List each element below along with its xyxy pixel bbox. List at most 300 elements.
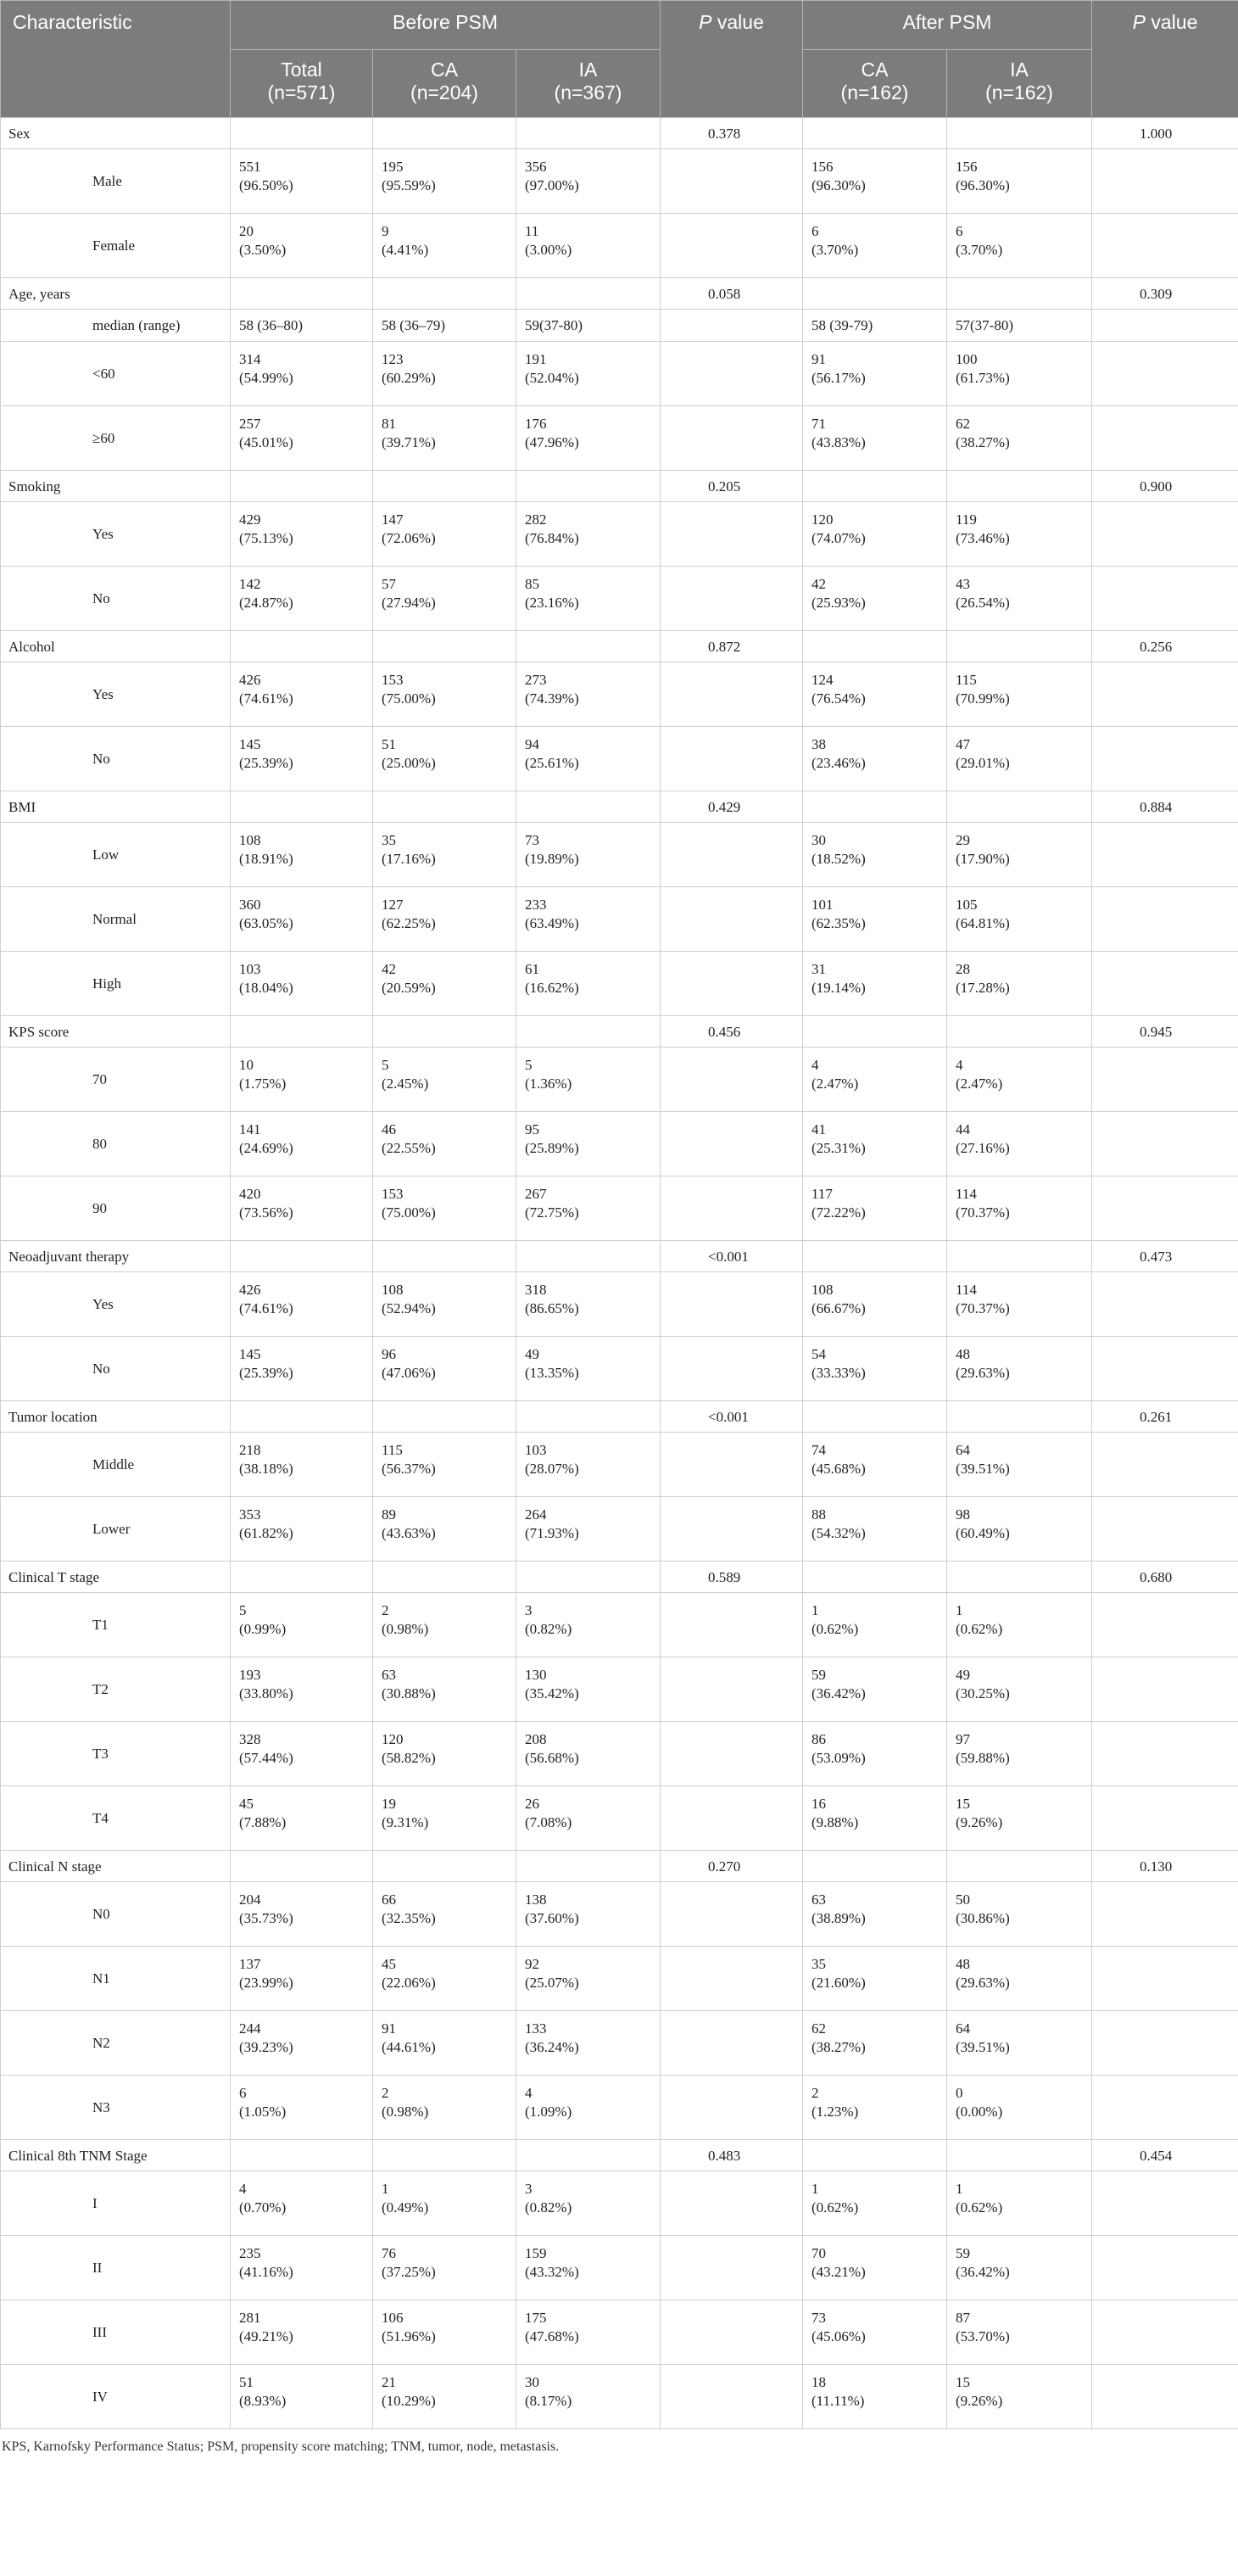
table-row	[1, 887, 1238, 952]
ia-after-cell: 0 (0.00%)	[947, 2076, 1092, 2140]
ca-after-cell: 30 (18.52%)	[803, 823, 947, 887]
ia-before-cell: 233 (63.49%)	[516, 887, 661, 952]
table-row	[1, 2236, 1238, 2300]
empty-cell	[231, 1562, 373, 1593]
ia-before-cell: 175 (47.68%)	[516, 2300, 661, 2365]
p-value-after: 0.261	[1092, 1401, 1238, 1433]
table-row	[1, 1048, 1238, 1112]
empty-cell	[1092, 149, 1238, 214]
empty-cell	[1092, 406, 1238, 471]
ca-after-cell: 1 (0.62%)	[803, 2171, 947, 2236]
subgroup-label: Normal	[1, 887, 231, 952]
table-row	[1, 1593, 1238, 1657]
subgroup-label: II	[1, 2236, 231, 2300]
subgroup-label: No	[1, 567, 231, 631]
table-row	[1, 567, 1238, 631]
p-value-before: 0.378	[661, 118, 803, 149]
empty-cell	[661, 342, 803, 406]
ia-after-cell: 64 (39.51%)	[947, 1433, 1092, 1497]
empty-cell	[1092, 2236, 1238, 2300]
empty-cell	[661, 952, 803, 1016]
subgroup-label: T2	[1, 1657, 231, 1722]
ia-before-cell: 130 (35.42%)	[516, 1657, 661, 1722]
empty-cell	[1092, 310, 1238, 342]
ca-after-cell: 91 (56.17%)	[803, 342, 947, 406]
total-cell: 328 (57.44%)	[231, 1722, 373, 1786]
empty-cell	[1092, 2011, 1238, 2076]
ca-before-cell: 120 (58.82%)	[373, 1722, 516, 1786]
ca-after-cell: 16 (9.88%)	[803, 1786, 947, 1851]
p-value-after: 0.900	[1092, 471, 1238, 502]
ia-after-cell: 59 (36.42%)	[947, 2236, 1092, 2300]
category-row	[1, 1851, 1238, 1882]
p-value-before: <0.001	[661, 1401, 803, 1433]
subgroup-label: <60	[1, 342, 231, 406]
empty-cell	[803, 1562, 947, 1593]
empty-cell	[661, 214, 803, 278]
subgroup-label: Lower	[1, 1497, 231, 1562]
header-after-psm: After PSM	[803, 1, 1092, 50]
ca-after-cell: 42 (25.93%)	[803, 567, 947, 631]
ia-after-cell: 97 (59.88%)	[947, 1722, 1092, 1786]
category-label: Clinical N stage	[1, 1851, 231, 1882]
table-row	[1, 2011, 1238, 2076]
ca-after-cell: 88 (54.32%)	[803, 1497, 947, 1562]
subgroup-label: No	[1, 727, 231, 791]
empty-cell	[1092, 1722, 1238, 1786]
empty-cell	[661, 2011, 803, 2076]
table-row	[1, 342, 1238, 406]
empty-cell	[803, 118, 947, 149]
p-value-after: 0.884	[1092, 791, 1238, 823]
empty-cell	[947, 278, 1092, 310]
category-label: BMI	[1, 791, 231, 823]
table-row	[1, 1882, 1238, 1947]
table-row	[1, 2300, 1238, 2365]
empty-cell	[803, 1851, 947, 1882]
ia-before-cell: 95 (25.89%)	[516, 1112, 661, 1176]
table-row	[1, 1947, 1238, 2011]
p-value-before: 0.429	[661, 791, 803, 823]
empty-cell	[661, 1272, 803, 1337]
total-cell: 426 (74.61%)	[231, 662, 373, 727]
ca-after-cell: 38 (23.46%)	[803, 727, 947, 791]
total-cell: 193 (33.80%)	[231, 1657, 373, 1722]
ca-before-cell: 115 (56.37%)	[373, 1433, 516, 1497]
table-row	[1, 502, 1238, 567]
empty-cell	[947, 1016, 1092, 1048]
header-ca-after: CA (n=162)	[803, 50, 947, 118]
subgroup-label: median (range)	[1, 310, 231, 342]
ca-before-cell: 66 (32.35%)	[373, 1882, 516, 1947]
subgroup-label: 70	[1, 1048, 231, 1112]
empty-cell	[1092, 1112, 1238, 1176]
p-value-after: 1.000	[1092, 118, 1238, 149]
ia-before-cell: 103 (28.07%)	[516, 1433, 661, 1497]
empty-cell	[1092, 1337, 1238, 1401]
table-row	[1, 727, 1238, 791]
ia-before-cell: 94 (25.61%)	[516, 727, 661, 791]
empty-cell	[803, 471, 947, 502]
empty-cell	[231, 1401, 373, 1433]
ia-after-cell: 44 (27.16%)	[947, 1112, 1092, 1176]
empty-cell	[947, 631, 1092, 662]
ca-before-cell: 9 (4.41%)	[373, 214, 516, 278]
p-value-after: 0.130	[1092, 1851, 1238, 1882]
ca-before-cell: 19 (9.31%)	[373, 1786, 516, 1851]
category-row	[1, 471, 1238, 502]
empty-cell	[1092, 2171, 1238, 2236]
table-row	[1, 214, 1238, 278]
category-label: Age, years	[1, 278, 231, 310]
total-cell: 5 (0.99%)	[231, 1593, 373, 1657]
empty-cell	[1092, 1593, 1238, 1657]
empty-cell	[947, 1241, 1092, 1272]
total-cell: 360 (63.05%)	[231, 887, 373, 952]
ca-after-cell: 86 (53.09%)	[803, 1722, 947, 1786]
header-ca-before: CA (n=204)	[373, 50, 516, 118]
empty-cell	[516, 2140, 661, 2171]
ia-before-cell: 92 (25.07%)	[516, 1947, 661, 2011]
category-row	[1, 791, 1238, 823]
ca-after-cell: 71 (43.83%)	[803, 406, 947, 471]
empty-cell	[661, 1882, 803, 1947]
empty-cell	[373, 631, 516, 662]
ia-before-cell: 30 (8.17%)	[516, 2365, 661, 2429]
ca-before-cell: 76 (37.25%)	[373, 2236, 516, 2300]
empty-cell	[1092, 662, 1238, 727]
ia-before-cell: 138 (37.60%)	[516, 1882, 661, 1947]
ia-before-cell: 133 (36.24%)	[516, 2011, 661, 2076]
category-label: Alcohol	[1, 631, 231, 662]
empty-cell	[947, 1401, 1092, 1433]
total-cell: 137 (23.99%)	[231, 1947, 373, 2011]
empty-cell	[661, 149, 803, 214]
p-value-after: 0.309	[1092, 278, 1238, 310]
empty-cell	[1092, 887, 1238, 952]
empty-cell	[661, 1048, 803, 1112]
ia-after-cell: 1 (0.62%)	[947, 2171, 1092, 2236]
total-cell: 45 (7.88%)	[231, 1786, 373, 1851]
ca-before-cell: 106 (51.96%)	[373, 2300, 516, 2365]
table-footnote: KPS, Karnofsky Performance Status; PSM, propensity score matching; TNM, tumor, node, metastasis.	[2, 2439, 560, 2454]
ia-after-cell: 15 (9.26%)	[947, 2365, 1092, 2429]
total-cell: 20 (3.50%)	[231, 214, 373, 278]
empty-cell	[1092, 1882, 1238, 1947]
table-row	[1, 1657, 1238, 1722]
p-value-after: 0.945	[1092, 1016, 1238, 1048]
ia-before-cell: 264 (71.93%)	[516, 1497, 661, 1562]
empty-cell	[661, 1722, 803, 1786]
subgroup-label: No	[1, 1337, 231, 1401]
empty-cell	[373, 1851, 516, 1882]
ia-after-cell: 98 (60.49%)	[947, 1497, 1092, 1562]
ca-before-cell: 81 (39.71%)	[373, 406, 516, 471]
subgroup-label: Middle	[1, 1433, 231, 1497]
ca-before-cell: 35 (17.16%)	[373, 823, 516, 887]
table-row	[1, 149, 1238, 214]
ia-before-cell: 159 (43.32%)	[516, 2236, 661, 2300]
empty-cell	[1092, 1657, 1238, 1722]
ia-after-cell: 114 (70.37%)	[947, 1272, 1092, 1337]
empty-cell	[661, 2076, 803, 2140]
total-cell: 353 (61.82%)	[231, 1497, 373, 1562]
ia-after-cell: 156 (96.30%)	[947, 149, 1092, 214]
empty-cell	[661, 567, 803, 631]
table-row	[1, 1497, 1238, 1562]
empty-cell	[803, 631, 947, 662]
ia-after-cell: 29 (17.90%)	[947, 823, 1092, 887]
total-cell: 142 (24.87%)	[231, 567, 373, 631]
empty-cell	[1092, 2365, 1238, 2429]
empty-cell	[1092, 2076, 1238, 2140]
ca-after-cell: 117 (72.22%)	[803, 1176, 947, 1241]
ca-before-cell: 127 (62.25%)	[373, 887, 516, 952]
empty-cell	[373, 1241, 516, 1272]
subgroup-label: 90	[1, 1176, 231, 1241]
subgroup-label: High	[1, 952, 231, 1016]
empty-cell	[661, 310, 803, 342]
empty-cell	[661, 1786, 803, 1851]
header-ia-after: IA (n=162)	[947, 50, 1092, 118]
empty-cell	[1092, 1947, 1238, 2011]
empty-cell	[1092, 1497, 1238, 1562]
empty-cell	[661, 502, 803, 567]
total-cell: 108 (18.91%)	[231, 823, 373, 887]
ia-after-cell: 87 (53.70%)	[947, 2300, 1092, 2365]
empty-cell	[231, 471, 373, 502]
table-row	[1, 952, 1238, 1016]
total-cell: 51 (8.93%)	[231, 2365, 373, 2429]
empty-cell	[231, 1016, 373, 1048]
total-cell: 429 (75.13%)	[231, 502, 373, 567]
empty-cell	[231, 1241, 373, 1272]
empty-cell	[1092, 214, 1238, 278]
ca-before-cell: 58 (36–79)	[373, 310, 516, 342]
ia-before-cell: 85 (23.16%)	[516, 567, 661, 631]
empty-cell	[661, 727, 803, 791]
subgroup-label: IV	[1, 2365, 231, 2429]
p-value-before: 0.589	[661, 1562, 803, 1593]
empty-cell	[1092, 823, 1238, 887]
ca-before-cell: 21 (10.29%)	[373, 2365, 516, 2429]
table-row	[1, 2365, 1238, 2429]
ia-after-cell: 64 (39.51%)	[947, 2011, 1092, 2076]
ca-before-cell: 153 (75.00%)	[373, 1176, 516, 1241]
table-row	[1, 1337, 1238, 1401]
total-cell: 10 (1.75%)	[231, 1048, 373, 1112]
subgroup-label: N2	[1, 2011, 231, 2076]
empty-cell	[947, 471, 1092, 502]
empty-cell	[373, 471, 516, 502]
ia-before-cell: 26 (7.08%)	[516, 1786, 661, 1851]
ca-before-cell: 123 (60.29%)	[373, 342, 516, 406]
ca-after-cell: 120 (74.07%)	[803, 502, 947, 567]
category-row	[1, 1241, 1238, 1272]
ca-after-cell: 124 (76.54%)	[803, 662, 947, 727]
category-label: Clinical 8th TNM Stage	[1, 2140, 231, 2171]
category-label: Sex	[1, 118, 231, 149]
empty-cell	[516, 1851, 661, 1882]
empty-cell	[516, 631, 661, 662]
ia-after-cell: 48 (29.63%)	[947, 1337, 1092, 1401]
total-cell: 58 (36–80)	[231, 310, 373, 342]
header-p-value-after: P value	[1092, 1, 1238, 118]
p-value-after: 0.256	[1092, 631, 1238, 662]
empty-cell	[661, 2365, 803, 2429]
table-row	[1, 2076, 1238, 2140]
table-row	[1, 1176, 1238, 1241]
empty-cell	[1092, 952, 1238, 1016]
ca-before-cell: 96 (47.06%)	[373, 1337, 516, 1401]
ca-before-cell: 5 (2.45%)	[373, 1048, 516, 1112]
table-row	[1, 406, 1238, 471]
empty-cell	[373, 278, 516, 310]
subgroup-label: III	[1, 2300, 231, 2365]
ca-after-cell: 31 (19.14%)	[803, 952, 947, 1016]
subgroup-label: Yes	[1, 662, 231, 727]
p-value-after: 0.473	[1092, 1241, 1238, 1272]
empty-cell	[661, 2236, 803, 2300]
ca-after-cell: 35 (21.60%)	[803, 1947, 947, 2011]
empty-cell	[661, 823, 803, 887]
ca-before-cell: 46 (22.55%)	[373, 1112, 516, 1176]
empty-cell	[661, 1947, 803, 2011]
subgroup-label: N0	[1, 1882, 231, 1947]
table-row	[1, 823, 1238, 887]
empty-cell	[373, 2140, 516, 2171]
ia-before-cell: 3 (0.82%)	[516, 1593, 661, 1657]
empty-cell	[947, 791, 1092, 823]
empty-cell	[373, 791, 516, 823]
total-cell: 426 (74.61%)	[231, 1272, 373, 1337]
ia-after-cell: 47 (29.01%)	[947, 727, 1092, 791]
table-row	[1, 662, 1238, 727]
empty-cell	[231, 118, 373, 149]
empty-cell	[516, 471, 661, 502]
ia-after-cell: 105 (64.81%)	[947, 887, 1092, 952]
ia-before-cell: 3 (0.82%)	[516, 2171, 661, 2236]
ia-before-cell: 318 (86.65%)	[516, 1272, 661, 1337]
p-value-before: 0.456	[661, 1016, 803, 1048]
empty-cell	[231, 1851, 373, 1882]
ia-after-cell: 57(37-80)	[947, 310, 1092, 342]
empty-cell	[373, 1562, 516, 1593]
ia-before-cell: 61 (16.62%)	[516, 952, 661, 1016]
table-row	[1, 310, 1238, 342]
ca-after-cell: 6 (3.70%)	[803, 214, 947, 278]
table-header	[1, 1, 1238, 118]
empty-cell	[661, 662, 803, 727]
empty-cell	[516, 1241, 661, 1272]
total-cell: 6 (1.05%)	[231, 2076, 373, 2140]
ca-after-cell: 1 (0.62%)	[803, 1593, 947, 1657]
p-value-before: 0.058	[661, 278, 803, 310]
table-row	[1, 1722, 1238, 1786]
empty-cell	[947, 2140, 1092, 2171]
empty-cell	[947, 118, 1092, 149]
empty-cell	[1092, 1176, 1238, 1241]
empty-cell	[516, 1016, 661, 1048]
empty-cell	[373, 1016, 516, 1048]
empty-cell	[661, 406, 803, 471]
table-row	[1, 1112, 1238, 1176]
ia-after-cell: 28 (17.28%)	[947, 952, 1092, 1016]
ia-before-cell: 73 (19.89%)	[516, 823, 661, 887]
p-value-before: 0.872	[661, 631, 803, 662]
empty-cell	[516, 1401, 661, 1433]
subgroup-label: T3	[1, 1722, 231, 1786]
table-row	[1, 1786, 1238, 1851]
ia-after-cell: 15 (9.26%)	[947, 1786, 1092, 1851]
ia-before-cell: 59(37-80)	[516, 310, 661, 342]
ia-after-cell: 6 (3.70%)	[947, 214, 1092, 278]
empty-cell	[661, 1657, 803, 1722]
subgroup-label: T4	[1, 1786, 231, 1851]
total-cell: 257 (45.01%)	[231, 406, 373, 471]
ca-before-cell: 2 (0.98%)	[373, 1593, 516, 1657]
ia-after-cell: 1 (0.62%)	[947, 1593, 1092, 1657]
empty-cell	[803, 1016, 947, 1048]
ca-before-cell: 195 (95.59%)	[373, 149, 516, 214]
ia-before-cell: 11 (3.00%)	[516, 214, 661, 278]
total-cell: 551 (96.50%)	[231, 149, 373, 214]
subgroup-label: Yes	[1, 1272, 231, 1337]
category-label: Clinical T stage	[1, 1562, 231, 1593]
ca-after-cell: 156 (96.30%)	[803, 149, 947, 214]
p-value-before: 0.483	[661, 2140, 803, 2171]
table-row	[1, 1433, 1238, 1497]
ia-before-cell: 208 (56.68%)	[516, 1722, 661, 1786]
ca-after-cell: 73 (45.06%)	[803, 2300, 947, 2365]
table-row	[1, 1272, 1238, 1337]
ia-after-cell: 114 (70.37%)	[947, 1176, 1092, 1241]
table-row	[1, 2171, 1238, 2236]
category-label: Tumor location	[1, 1401, 231, 1433]
p-value-after: 0.680	[1092, 1562, 1238, 1593]
empty-cell	[661, 1337, 803, 1401]
category-label: KPS score	[1, 1016, 231, 1048]
total-cell: 4 (0.70%)	[231, 2171, 373, 2236]
category-row	[1, 1562, 1238, 1593]
empty-cell	[803, 1401, 947, 1433]
total-cell: 141 (24.69%)	[231, 1112, 373, 1176]
ia-after-cell: 43 (26.54%)	[947, 567, 1092, 631]
ca-after-cell: 54 (33.33%)	[803, 1337, 947, 1401]
total-cell: 244 (39.23%)	[231, 2011, 373, 2076]
ca-after-cell: 41 (25.31%)	[803, 1112, 947, 1176]
subgroup-label: Female	[1, 214, 231, 278]
ia-before-cell: 273 (74.39%)	[516, 662, 661, 727]
empty-cell	[803, 278, 947, 310]
ia-before-cell: 282 (76.84%)	[516, 502, 661, 567]
empty-cell	[803, 1241, 947, 1272]
ia-before-cell: 176 (47.96%)	[516, 406, 661, 471]
total-cell: 103 (18.04%)	[231, 952, 373, 1016]
p-value-before: <0.001	[661, 1241, 803, 1272]
category-row	[1, 1401, 1238, 1433]
ca-before-cell: 1 (0.49%)	[373, 2171, 516, 2236]
ia-after-cell: 115 (70.99%)	[947, 662, 1092, 727]
subgroup-label: Male	[1, 149, 231, 214]
header-characteristic: Characteristic	[1, 1, 231, 118]
total-cell: 218 (38.18%)	[231, 1433, 373, 1497]
empty-cell	[1092, 1272, 1238, 1337]
category-row	[1, 118, 1238, 149]
total-cell: 145 (25.39%)	[231, 727, 373, 791]
category-row	[1, 1016, 1238, 1048]
ca-before-cell: 147 (72.06%)	[373, 502, 516, 567]
